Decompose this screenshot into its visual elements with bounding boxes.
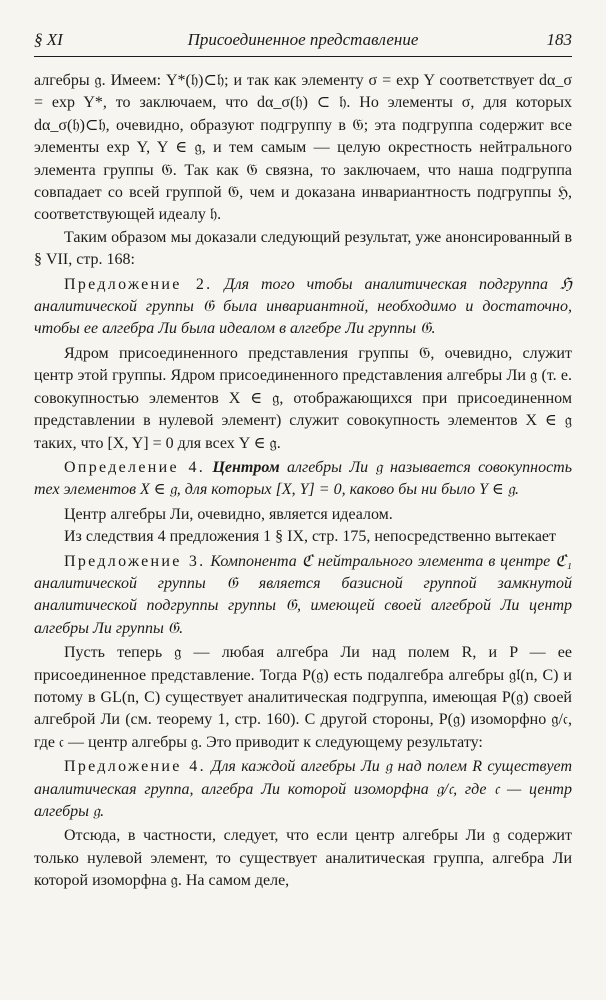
proposition-2-text: Для того чтобы аналитическая подгруппа ℌ аналитической группы 𝔊 была инвариантной, необходимо и достаточно, чтобы ее алгебра Ли была идеалом в алгебре Ли группы 𝔊. [34, 275, 573, 338]
paragraph-adjoint: Пусть теперь 𝔤 — любая алгебра Ли над полем R, и P — ее присоединенное представление. Тогда P(𝔤) есть подалгебра алгебры 𝔤𝔩(n, C) и потому в GL(n, C) существует аналитическая подгруппа, имеющая P(𝔤) своей алгеброй Ли (см. теорему 1, стр. 160). С другой стороны, P(𝔤) изоморфно 𝔤/𝔠, где 𝔠 — центр алгебры 𝔤. Это приводит к следующему результату: [34, 644, 572, 751]
proposition-3-text: Компонента ℭ нейтрального элемента в центре ℭ₁ аналитической группы 𝔊 является базисной группой замкнутой аналитической подгруппы группы 𝔊, имеющей своей алгеброй Ли центр алгебры Ли группы 𝔊. [34, 552, 572, 637]
proposition-3 [34, 551, 572, 641]
paragraph-proof-end: алгебры 𝔤. Имеем: Y*(𝔥)⊂𝔥; и так как элементу σ = exp Y соответствует dα_σ = exp Y*, то заключаем, что dα_σ(𝔥) ⊂ 𝔥. Но элементы σ, для которых dα_σ(𝔥)⊂𝔥, очевидно, образуют подгруппу в 𝔊; эта подгруппа содержит все элементы exp Y, Y ∈ 𝔤, и тем самым — целую окрестность нейтрального элемента группы 𝔊. Так как 𝔊 связна, то заключаем, что наша подгруппа совпадает со всей группой 𝔊, чем и доказана инвариантность подгруппы ℌ, соответствующей идеалу 𝔥. [34, 72, 572, 224]
definition-4-text: алгебры Ли 𝔤 называется совокупность тех элементов X ∈ 𝔤, для которых [X, Y] = 0, каково бы ни было Y ∈ 𝔤. [34, 458, 573, 499]
definition-4-label: Определение 4. [64, 458, 206, 476]
proposition-4-label: Предложение 4. [64, 758, 206, 776]
proposition-2-label: Предложение 2. [64, 275, 213, 293]
running-title: Присоединенное представление [187, 30, 419, 49]
definition-4-term: Центром [212, 458, 280, 476]
paragraph-consequence: Отсюда, в частности, следует, что если центр алгебры Ли 𝔤 содержит только нулевой элемент, то существует аналитическая группа, алгебра Ли которой изоморфна 𝔤. На самом деле, [34, 827, 572, 890]
page-number: 183 [546, 30, 572, 49]
proposition-3-label: Предложение 3. [64, 552, 206, 570]
page-body [34, 70, 572, 893]
running-header [34, 28, 572, 57]
paragraph-corollary: Из следствия 4 предложения 1 § IX, стр. 175, непосредственно вытекает [64, 528, 557, 546]
proposition-2 [34, 274, 572, 341]
paragraph-summary: Таким образом мы доказали следующий результат, уже анонсированный в § VII, стр. 168: [34, 228, 572, 269]
paragraph-center-ideal: Центр алгебры Ли, очевидно, является идеалом. [64, 505, 393, 523]
proposition-4-text: Для каждой алгебры Ли 𝔤 над полем R существует аналитическая группа, алгебра Ли которой изоморфна 𝔤/𝔠, где 𝔠 — центр алгебры 𝔤. [34, 758, 572, 820]
paragraph-kernel: Ядром присоединенного представления группы 𝔊, очевидно, служит центр этой группы. Ядром присоединенного представления алгебры Ли 𝔤 (т. е. совокупностью элементов X ∈ 𝔤, отображающихся при присоединенном представлении в нулевой элемент) служит совокупность элементов X ∈ 𝔤 таких, что [X, Y] = 0 для всех Y ∈ 𝔤. [34, 344, 572, 452]
proposition-4 [34, 756, 572, 823]
definition-4 [34, 457, 572, 502]
section-number: § XI [34, 30, 63, 49]
